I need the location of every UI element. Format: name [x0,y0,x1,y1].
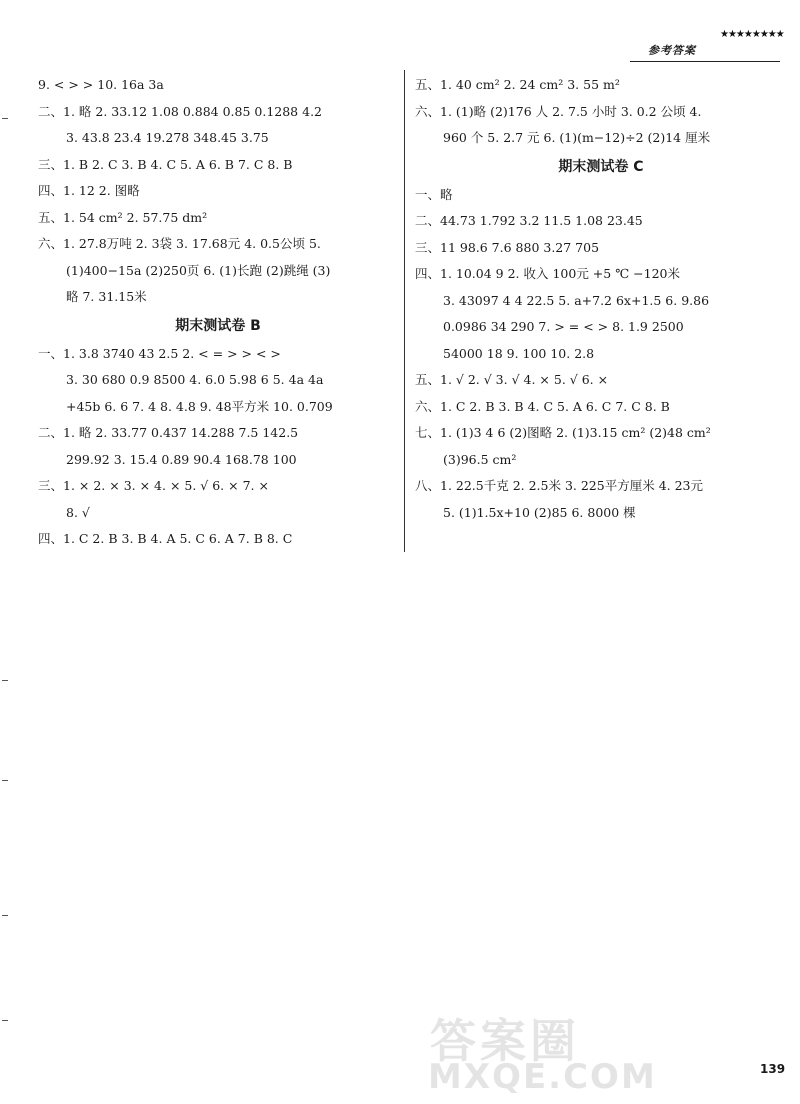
answer-line: 略 7. 31.15米 [66,289,147,304]
answer-line: (3)96.5 cm² [443,451,517,467]
section-title-b: 期末测试卷 B [175,317,261,334]
section-title-c: 期末测试卷 C [558,158,644,175]
answer-line: 二、1. 略 2. 33.77 0.437 14.288 7.5 142.5 [38,425,299,440]
answer-line: 8. √ [66,504,90,520]
answer-line: 五、1. 54 cm² 2. 57.75 dm² [38,209,208,225]
answer-line: 299.92 3. 15.4 0.89 90.4 168.78 100 [66,451,297,467]
answer-line: (1)400−15a (2)250页 6. (1)长跑 (2)跳绳 (3) [66,262,331,278]
answer-line: 六、1. C 2. B 3. B 4. C 5. A 6. C 7. C 8. B [415,398,670,414]
answer-line: 四、1. 12 2. 图略 [38,183,140,198]
answer-line: 960 个 5. 2.7 元 6. (1)(m−12)÷2 (2)14 厘米 [443,130,711,145]
scan-edge-mark [2,1020,8,1021]
scan-edge-mark [2,780,8,781]
page-number: 139 [760,1062,786,1076]
answer-line: 五、1. 40 cm² 2. 24 cm² 3. 55 m² [415,77,620,92]
scan-edge-mark [2,915,8,916]
answer-line: 3. 43097 4 4 22.5 5. a+7.2 6x+1.5 6. 9.86 [443,292,710,308]
answer-line: 四、1. 10.04 9 2. 收入 100元 +5 ℃ −120米 [415,266,680,281]
answer-line: 六、1. (1)略 (2)176 人 2. 7.5 小时 3. 0.2 公顷 4. [415,103,702,119]
answer-line: 四、1. C 2. B 3. B 4. A 5. C 6. A 7. B 8. C [38,531,293,546]
answer-line: 一、1. 3.8 3740 43 2.5 2. < = > > < > [38,345,281,361]
answer-line: 3. 43.8 23.4 19.278 348.45 3.75 [66,130,269,145]
answer-line: 三、1. × 2. × 3. × 4. × 5. √ 6. × 7. × [38,478,269,493]
header-title: 参考答案 [648,44,696,57]
answer-line: 三、11 98.6 7.6 880 3.27 705 [415,239,600,255]
answer-line: 3. 30 680 0.9 8500 4. 6.0 5.98 6 5. 4a 4a [66,372,324,387]
watermark-url: MXQE.COM [428,1057,657,1097]
left-column [38,72,398,553]
answer-line: 七、1. (1)3 4 6 (2)图略 2. (1)3.15 cm² (2)48 cm² [415,425,711,440]
answer-line: 五、1. √ 2. √ 3. √ 4. × 5. √ 6. × [415,372,609,387]
watermark-logo-text: 答案圈 [430,1014,580,1068]
answer-line: 54000 18 9. 100 10. 2.8 [443,345,595,361]
answer-line: 二、44.73 1.792 3.2 11.5 1.08 23.45 [415,213,643,228]
answer-line: 六、1. 27.8万吨 2. 3袋 3. 17.68元 4. 0.5公顷 5. [38,236,321,251]
answer-line: 一、略 [415,186,453,202]
watermark [420,1005,780,1100]
header-rule [630,61,780,62]
scan-edge-mark [2,680,8,681]
answer-line: 9. < > > 10. 16a 3a [38,77,164,92]
answer-line: 5. (1)1.5x+10 (2)85 6. 8000 棵 [443,504,636,520]
column-divider [404,70,405,552]
answer-line: +45b 6. 6 7. 4 8. 4.8 9. 48平方米 10. 0.709 [66,398,333,414]
right-column [415,72,787,526]
stars-icon: ★★★★★★★★ [720,29,784,40]
answer-line: 0.0986 34 290 7. > = < > 8. 1.9 2500 [443,319,684,334]
answer-line: 二、1. 略 2. 33.12 1.08 0.884 0.85 0.1288 4.2 [38,103,322,119]
page-header [620,28,785,64]
scan-edge-mark [2,118,8,119]
answer-line: 八、1. 22.5千克 2. 2.5米 3. 225平方厘米 4. 23元 [415,478,703,493]
answer-line: 三、1. B 2. C 3. B 4. C 5. A 6. B 7. C 8. B [38,156,293,172]
